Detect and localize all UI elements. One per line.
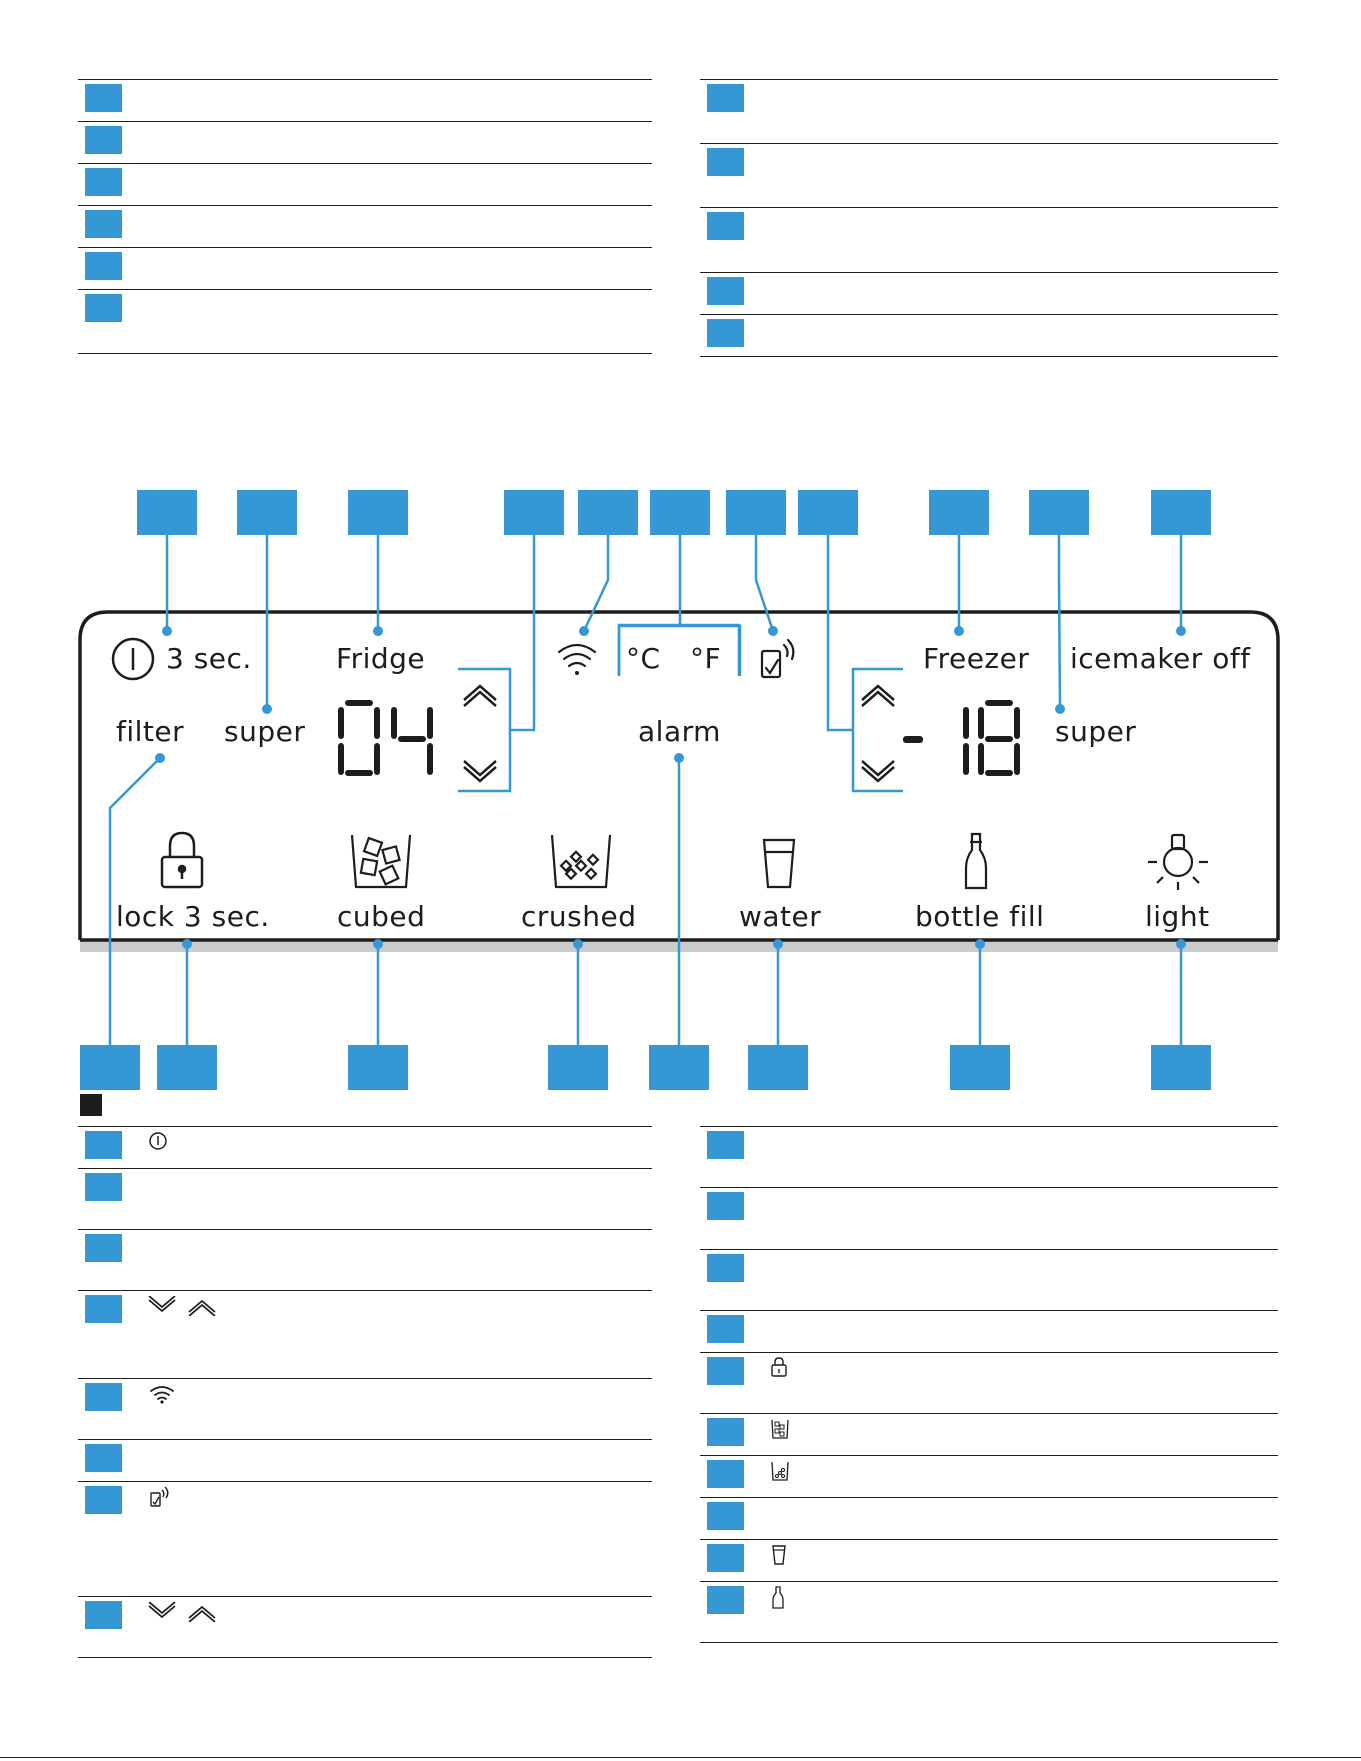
freezer-up-arrow-icon [862,686,894,706]
wifi-icon [559,645,595,675]
bottle-fill-button-label[interactable]: bottle fill [915,900,1045,933]
callout-badge [929,490,989,535]
legend-number-badge [85,1234,122,1262]
legend-number-badge [85,1173,122,1201]
crushed-ice-icon [770,1460,790,1482]
callout-badge [578,490,638,535]
freezer-down-arrow-icon [862,761,894,781]
fridge-up-arrow-icon [464,686,496,706]
legend-number-badge [707,1502,744,1530]
page-bottom-rule [0,1757,1361,1758]
remote-start-icon [762,640,793,677]
callout-badge [157,1045,217,1090]
table-rule [78,1378,652,1379]
ice-cubes-icon [770,1418,790,1440]
power-duration-label: 3 sec. [166,642,252,675]
table-rule [700,1581,1278,1582]
bottle-icon [771,1586,785,1610]
callout-badge [649,1045,709,1090]
lock-icon [162,833,202,887]
legend-number-badge [707,1131,744,1159]
callout-badge [80,1045,140,1090]
legend-number-badge [85,1131,122,1159]
callout-badge [1151,490,1211,535]
table-rule [700,1310,1278,1311]
callout-badge [950,1045,1010,1090]
light-button-label[interactable]: light [1145,900,1210,933]
callout-badge [237,490,297,535]
fridge-label: Fridge [336,642,426,675]
legend-number-badge [85,1444,122,1472]
freezer-super-label: super [1055,715,1137,748]
table-rule [700,1126,1278,1127]
legend-number-badge [707,1586,744,1614]
water-glass-icon [771,1544,787,1566]
lock-icon [770,1357,788,1377]
water-button-label[interactable]: water [739,900,822,933]
table-rule [78,1439,652,1440]
fridge-temperature-digits [338,700,433,776]
legend-number-badge [707,1192,744,1220]
legend-number-badge [707,1357,744,1385]
callout-badge [726,490,786,535]
table-rule [700,1497,1278,1498]
table-rule [78,1657,652,1658]
wifi-icon [148,1383,176,1405]
remote-start-icon [148,1486,170,1508]
fridge-super-label: super [224,715,306,748]
ice-cubes-icon [352,835,410,887]
water-glass-icon [764,840,794,887]
legend-number-badge [707,1418,744,1446]
legend-number-badge [85,1383,122,1411]
legend-number-badge [85,1295,122,1323]
callout-badge [1151,1045,1211,1090]
legend-number-badge [85,1486,122,1514]
light-bulb-icon [1148,835,1208,890]
legend-number-badge [707,1460,744,1488]
callout-badge [548,1045,608,1090]
callout-badge [504,490,564,535]
lock-button-label[interactable]: lock 3 sec. [116,900,270,933]
cubed-button-label[interactable]: cubed [337,900,426,933]
table-rule [78,1229,652,1230]
table-rule [700,1539,1278,1540]
fahrenheit-label: °F [690,642,722,675]
freezer-temperature-digits [903,700,1020,776]
bottle-icon [966,834,986,888]
table-rule [700,1187,1278,1188]
callout-badge [348,1045,408,1090]
legend-number-badge [85,1601,122,1629]
crushed-button-label[interactable]: crushed [521,900,637,933]
table-rule [78,1168,652,1169]
callout-badge [1029,490,1089,535]
alarm-label: alarm [638,715,721,748]
filter-label: filter [116,715,185,748]
freezer-label: Freezer [923,642,1030,675]
callout-badge [137,490,197,535]
fridge-down-arrow-icon [464,761,496,781]
table-rule [700,1642,1278,1643]
table-rule [700,1352,1278,1353]
up-down-arrows-icon [147,1602,219,1622]
legend-number-badge [707,1254,744,1282]
legend-number-badge [707,1315,744,1343]
table-rule [78,1290,652,1291]
power-icon [148,1131,168,1151]
callout-badge [748,1045,808,1090]
celsius-label: °C [626,642,661,675]
callout-badge [650,490,710,535]
table-rule [78,1126,652,1127]
key-square-marker [80,1094,102,1116]
icemaker-label: icemaker off [1070,642,1251,675]
crushed-ice-icon [552,835,610,887]
power-icon [113,639,153,679]
up-down-arrows-icon [147,1296,219,1316]
callout-badge [348,490,408,535]
table-rule [78,1481,652,1482]
table-rule [700,1413,1278,1414]
legend-number-badge [707,1544,744,1572]
table-rule [700,1455,1278,1456]
table-rule [78,1596,652,1597]
table-rule [700,1249,1278,1250]
callout-badge [798,490,858,535]
